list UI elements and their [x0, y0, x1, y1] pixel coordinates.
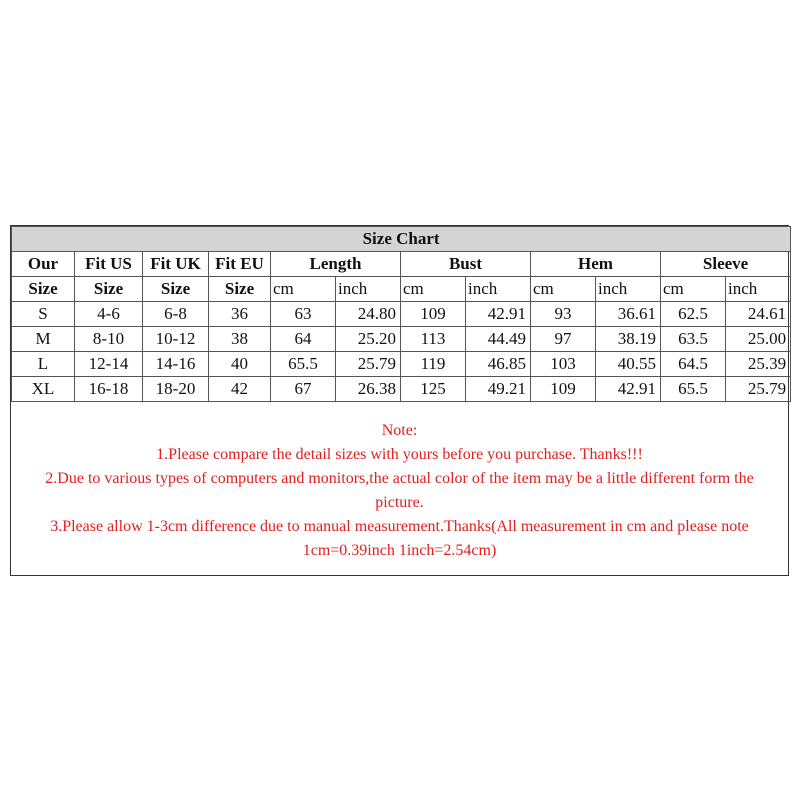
cell-sleeve-inch: 25.39 [726, 352, 791, 377]
header-fit-us: Fit US [75, 252, 143, 277]
cell-hem-inch: 40.55 [596, 352, 661, 377]
cell-length-cm: 64 [271, 327, 336, 352]
unit-sleeve-inch: inch [726, 277, 791, 302]
cell-us: 12-14 [75, 352, 143, 377]
unit-bust-inch: inch [466, 277, 531, 302]
cell-uk: 14-16 [143, 352, 209, 377]
unit-hem-cm: cm [531, 277, 596, 302]
header-hem: Hem [531, 252, 661, 277]
header-our-size: Our [12, 252, 75, 277]
cell-hem-cm: 103 [531, 352, 596, 377]
cell-eu: 36 [209, 302, 271, 327]
header-fit-us-sub: Size [75, 277, 143, 302]
cell-bust-inch: 46.85 [466, 352, 531, 377]
cell-sleeve-inch: 25.00 [726, 327, 791, 352]
table-row [12, 352, 791, 377]
header-fit-uk-sub: Size [143, 277, 209, 302]
cell-length-inch: 24.80 [336, 302, 401, 327]
cell-eu: 38 [209, 327, 271, 352]
unit-sleeve-cm: cm [661, 277, 726, 302]
cell-bust-cm: 119 [401, 352, 466, 377]
cell-size: L [12, 352, 75, 377]
cell-hem-inch: 42.91 [596, 377, 661, 402]
unit-length-cm: cm [271, 277, 336, 302]
cell-hem-inch: 36.61 [596, 302, 661, 327]
cell-sleeve-inch: 24.61 [726, 302, 791, 327]
cell-size: S [12, 302, 75, 327]
header-row [12, 252, 791, 277]
table-row [12, 377, 791, 402]
unit-hem-inch: inch [596, 277, 661, 302]
cell-hem-cm: 109 [531, 377, 596, 402]
cell-sleeve-inch: 25.79 [726, 377, 791, 402]
unit-length-inch: inch [336, 277, 401, 302]
unit-bust-cm: cm [401, 277, 466, 302]
cell-hem-inch: 38.19 [596, 327, 661, 352]
cell-uk: 18-20 [143, 377, 209, 402]
size-table [11, 226, 791, 402]
header-bust: Bust [401, 252, 531, 277]
cell-bust-cm: 109 [401, 302, 466, 327]
cell-sleeve-cm: 63.5 [661, 327, 726, 352]
cell-length-inch: 26.38 [336, 377, 401, 402]
cell-length-cm: 67 [271, 377, 336, 402]
cell-uk: 6-8 [143, 302, 209, 327]
title-row [12, 227, 791, 252]
cell-bust-cm: 113 [401, 327, 466, 352]
size-chart [10, 225, 789, 576]
cell-us: 4-6 [75, 302, 143, 327]
header-fit-uk: Fit UK [143, 252, 209, 277]
header-fit-eu-sub: Size [209, 277, 271, 302]
chart-title: Size Chart [12, 227, 791, 252]
table-row [12, 327, 791, 352]
cell-length-cm: 63 [271, 302, 336, 327]
cell-bust-inch: 42.91 [466, 302, 531, 327]
cell-length-inch: 25.20 [336, 327, 401, 352]
notes-block [11, 419, 788, 563]
table-row [12, 302, 791, 327]
note-heading: Note: [381, 422, 418, 439]
header-sleeve: Sleeve [661, 252, 791, 277]
cell-bust-inch: 49.21 [466, 377, 531, 402]
header-fit-eu: Fit EU [209, 252, 271, 277]
unit-row [12, 277, 791, 302]
note-line-3: 3.Please allow 1-3cm difference due to manual measurement.Thanks(All measurement in cm and please note 1cm=0.39inch 1inch=2.54cm) [50, 518, 749, 559]
cell-uk: 10-12 [143, 327, 209, 352]
cell-hem-cm: 97 [531, 327, 596, 352]
cell-size: XL [12, 377, 75, 402]
cell-size: M [12, 327, 75, 352]
cell-sleeve-cm: 64.5 [661, 352, 726, 377]
cell-length-inch: 25.79 [336, 352, 401, 377]
header-length: Length [271, 252, 401, 277]
note-line-1: 1.Please compare the detail sizes with yours before you purchase. Thanks!!! [156, 446, 643, 463]
cell-us: 8-10 [75, 327, 143, 352]
cell-sleeve-cm: 65.5 [661, 377, 726, 402]
header-our-size-sub: Size [12, 277, 75, 302]
cell-bust-inch: 44.49 [466, 327, 531, 352]
cell-us: 16-18 [75, 377, 143, 402]
cell-sleeve-cm: 62.5 [661, 302, 726, 327]
cell-bust-cm: 125 [401, 377, 466, 402]
size-rows [12, 302, 791, 402]
cell-eu: 40 [209, 352, 271, 377]
note-line-2: 2.Due to various types of computers and monitors,the actual color of the item may be a little different form the picture. [45, 470, 754, 511]
cell-hem-cm: 93 [531, 302, 596, 327]
cell-length-cm: 65.5 [271, 352, 336, 377]
cell-eu: 42 [209, 377, 271, 402]
